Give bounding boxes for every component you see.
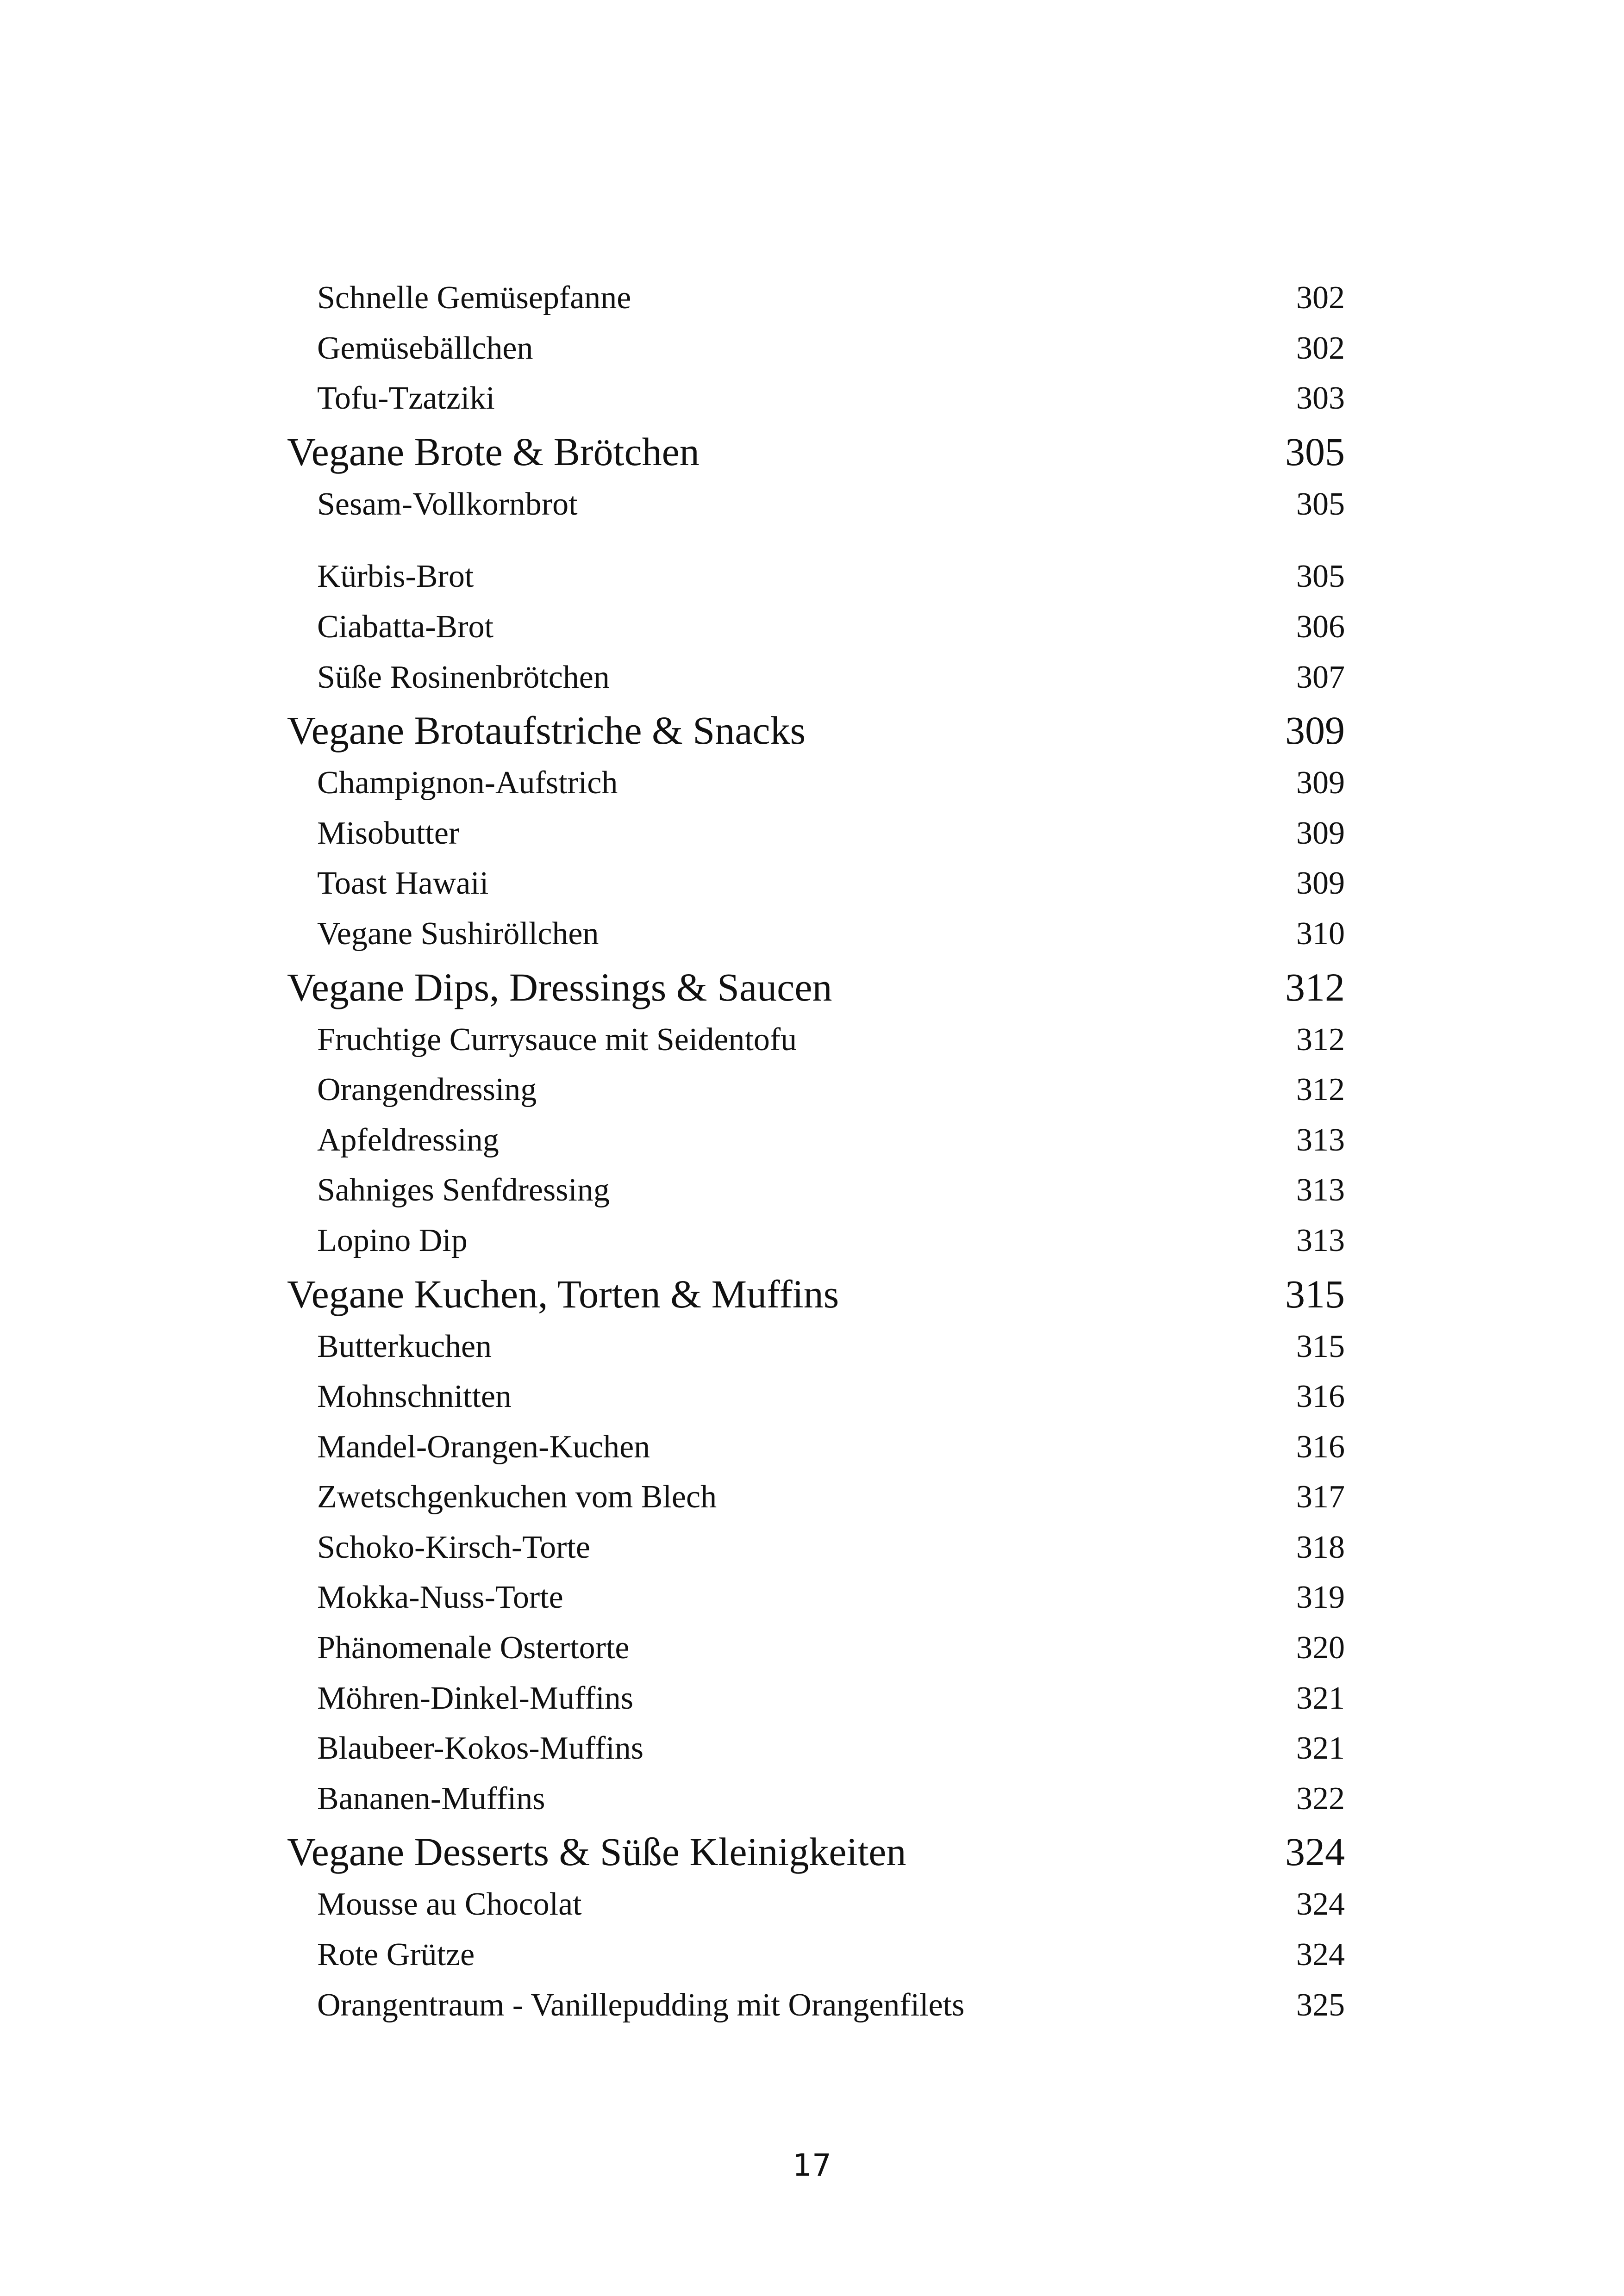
toc-page-number: 302 (1296, 330, 1345, 366)
entry-title: Sesam-Vollkornbrot (317, 486, 578, 522)
toc-entry (287, 1115, 1345, 1166)
toc-page-number: 322 (1296, 1780, 1345, 1817)
toc-page-number: 315 (1285, 1271, 1345, 1316)
entry-title: Champignon-Aufstrich (317, 765, 618, 801)
toc-entry (287, 1573, 1345, 1623)
toc-entry (287, 653, 1345, 703)
toc-page-number: 317 (1296, 1479, 1345, 1515)
toc-chapter-heading (287, 959, 1345, 1015)
toc-entry (287, 479, 1345, 530)
toc-entry (287, 1980, 1345, 2031)
entry-title: Toast Hawaii (317, 865, 489, 902)
toc-chapter-heading (287, 703, 1345, 758)
toc-entry (287, 1422, 1345, 1473)
toc-page-number: 305 (1296, 486, 1345, 522)
toc-entry (287, 758, 1345, 809)
entry-title: Mandel-Orangen-Kuchen (317, 1429, 650, 1465)
entry-title: Mokka-Nuss-Torte (317, 1580, 563, 1616)
toc-entry (287, 1372, 1345, 1422)
toc-entry (287, 373, 1345, 424)
entry-title: Blaubeer-Kokos-Muffins (317, 1730, 643, 1767)
entry-title: Apfeldressing (317, 1122, 499, 1158)
toc-chapter-heading (287, 1824, 1345, 1879)
entry-title: Gemüsebällchen (317, 330, 533, 366)
entry-title: Möhren-Dinkel-Muffins (317, 1680, 634, 1716)
entry-title: Mousse au Chocolat (317, 1886, 582, 1923)
toc-page-number: 309 (1296, 865, 1345, 902)
toc-page-number: 303 (1296, 380, 1345, 417)
toc-page-number: 324 (1296, 1886, 1345, 1923)
toc-page-number: 319 (1296, 1580, 1345, 1616)
entry-title: Schoko-Kirsch-Torte (317, 1529, 590, 1565)
toc-entry (287, 552, 1345, 602)
toc-page-number: 313 (1296, 1222, 1345, 1258)
toc-entry (287, 1165, 1345, 1216)
chapter-title: Vegane Brotaufstriche & Snacks (287, 708, 806, 753)
toc-page-number: 313 (1296, 1122, 1345, 1158)
toc-entry (287, 1015, 1345, 1065)
page-number: 17 (793, 2147, 831, 2183)
toc-page-number: 316 (1296, 1429, 1345, 1465)
entry-title: Tofu-Tzatziki (317, 380, 495, 417)
toc-entry (287, 1674, 1345, 1724)
toc-chapter-heading (287, 1266, 1345, 1322)
toc-page-number: 315 (1296, 1328, 1345, 1364)
entry-title: Butterkuchen (317, 1328, 492, 1364)
toc-entry (287, 1322, 1345, 1372)
toc-chapter-heading (287, 424, 1345, 479)
entry-title: Fruchtige Currysauce mit Seidentofu (317, 1021, 797, 1058)
toc-entry (287, 1216, 1345, 1266)
toc-page-number: 312 (1296, 1021, 1345, 1058)
entry-title: Zwetschgenkuchen vom Blech (317, 1479, 717, 1515)
toc-page-number: 307 (1296, 659, 1345, 695)
toc-entry (287, 1623, 1345, 1674)
toc-page-number: 312 (1285, 964, 1345, 1009)
toc-entry (287, 1774, 1345, 1824)
toc-page-number: 310 (1296, 915, 1345, 952)
toc-entry (287, 1930, 1345, 1980)
toc-page-number: 318 (1296, 1529, 1345, 1565)
toc-page-number: 324 (1296, 1937, 1345, 1973)
chapter-title: Vegane Desserts & Süße Kleinigkeiten (287, 1829, 906, 1874)
entry-title: Rote Grütze (317, 1937, 475, 1973)
entry-title: Mohnschnitten (317, 1379, 512, 1415)
toc-entry (287, 1065, 1345, 1115)
toc-entry (287, 1472, 1345, 1523)
toc-page-number: 316 (1296, 1379, 1345, 1415)
entry-title: Ciabatta-Brot (317, 609, 494, 645)
toc-page-number: 305 (1285, 429, 1345, 474)
entry-title: Misobutter (317, 815, 460, 851)
toc-entry (287, 602, 1345, 653)
toc-entry (287, 1523, 1345, 1573)
toc-page-number: 321 (1296, 1680, 1345, 1716)
entry-title: Orangentraum - Vanillepudding mit Orangenfilets (317, 1987, 965, 2023)
entry-title: Lopino Dip (317, 1222, 468, 1258)
entry-title: Orangendressing (317, 1072, 537, 1108)
entry-title: Vegane Sushiröllchen (317, 915, 599, 952)
toc-entry (287, 273, 1345, 324)
toc-page-number: 309 (1296, 815, 1345, 851)
toc-page-number: 312 (1296, 1072, 1345, 1108)
entry-title: Phänomenale Ostertorte (317, 1630, 630, 1666)
toc-entry (287, 909, 1345, 959)
toc-page-number: 324 (1285, 1829, 1345, 1874)
entry-title: Bananen-Muffins (317, 1780, 545, 1817)
toc-page-number: 306 (1296, 609, 1345, 645)
toc-entry (287, 1724, 1345, 1774)
toc-page-number: 305 (1296, 559, 1345, 595)
chapter-title: Vegane Kuchen, Torten & Muffins (287, 1271, 839, 1316)
chapter-title: Vegane Brote & Brötchen (287, 429, 700, 474)
entry-title: Süße Rosinenbrötchen (317, 659, 610, 695)
toc-page-number: 309 (1296, 765, 1345, 801)
toc-page-number: 302 (1296, 280, 1345, 316)
toc-entry (287, 1879, 1345, 1930)
toc-page-number: 313 (1296, 1172, 1345, 1208)
toc-page-number: 321 (1296, 1730, 1345, 1767)
table-of-contents (287, 273, 1345, 2030)
toc-entry (287, 324, 1345, 374)
toc-entry (287, 809, 1345, 859)
toc-page-number: 320 (1296, 1630, 1345, 1666)
toc-entry (287, 859, 1345, 909)
entry-title: Schnelle Gemüsepfanne (317, 280, 631, 316)
entry-title: Sahniges Senfdressing (317, 1172, 610, 1208)
chapter-title: Vegane Dips, Dressings & Saucen (287, 964, 832, 1009)
entry-title: Kürbis-Brot (317, 559, 474, 595)
toc-page-number: 309 (1285, 708, 1345, 753)
toc-page-number: 325 (1296, 1987, 1345, 2023)
